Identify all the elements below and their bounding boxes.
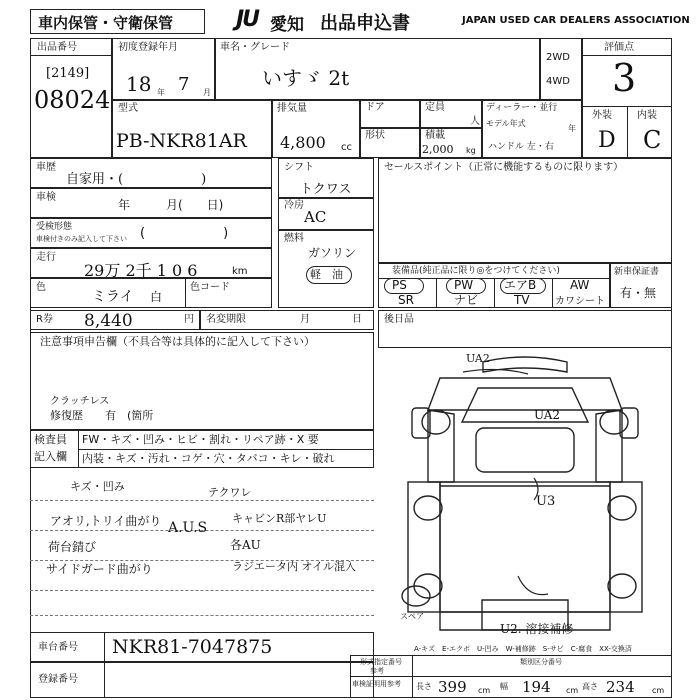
equip-leather: カワシート xyxy=(555,296,605,307)
inspector-row-2: 内装・キズ・汚れ・コゲ・穴・タバコ・キレ・破れ xyxy=(82,452,335,465)
association-name: JAPAN USED CAR DEALERS ASSOCIATION xyxy=(462,15,690,26)
length-value: 399 xyxy=(438,678,467,696)
drive-2wd: 2WD xyxy=(546,52,570,63)
hw-note-i: ラジエータ内 オイル混入 xyxy=(232,560,356,573)
model-label: 型式 xyxy=(118,103,138,114)
inspector-row-1: FW・キズ・凹み・ヒビ・割れ・リペア跡・X 要 xyxy=(82,433,319,446)
hw-note-e: A.U.S xyxy=(168,520,208,536)
name-change-label: 名変期限 xyxy=(206,314,246,325)
equip-navi: ナビ xyxy=(454,293,479,307)
rating-label: 評価点 xyxy=(604,42,634,53)
history-label: 車歴 xyxy=(36,162,56,173)
reg-no-box xyxy=(30,662,374,698)
equip-tv: TV xyxy=(514,293,530,307)
trunk-label: 後日品 xyxy=(384,314,414,325)
diagram-rear-note: U2. 溶接補修 xyxy=(500,622,574,636)
equip-sr: SR xyxy=(398,293,414,307)
ac-label: 冷房 xyxy=(284,200,304,211)
hw-note-c: 荷台錆び xyxy=(48,540,97,554)
inspector-label-1: 検査員 xyxy=(34,433,67,446)
handle-label: ハンドル 左・右 xyxy=(488,142,554,152)
mileage-value: 29万 2千 1 0 6 xyxy=(84,261,198,280)
diagram-roof-note: UA2 xyxy=(534,408,561,422)
chassis-label: 車台番号 xyxy=(38,642,78,653)
displacement-label: 排気量 xyxy=(277,103,307,114)
region-label: 愛知 xyxy=(270,15,304,35)
lot-label: 出品番号 xyxy=(37,42,77,53)
registration-month: 7 xyxy=(178,74,190,95)
displacement-value: 4,800 xyxy=(280,133,326,152)
width-value: 194 xyxy=(522,678,551,696)
equipment-label: 装備品(純正品に限り◎をつけてください) xyxy=(392,266,560,276)
r-fee-label: R券 xyxy=(36,314,53,325)
registration-label: 初度登録年月 xyxy=(118,42,178,53)
reg-no-label: 登録番号 xyxy=(38,674,78,685)
sales-box xyxy=(378,158,672,263)
form-number-label: 形式指定番号 xyxy=(360,658,402,666)
capacity-label: 定員 xyxy=(425,102,445,113)
reception-label: 受検形態 xyxy=(36,222,73,232)
inspection-value: 年 月( 日) xyxy=(118,198,224,212)
model-year-label: モデル年式 xyxy=(486,119,526,128)
model-value: PB-NKR81AR xyxy=(116,130,247,152)
hw-note-f: テクワレ xyxy=(208,486,252,499)
hw-note-b: アオリ,トリイ曲がり xyxy=(50,514,162,528)
equip-ps: PS xyxy=(392,278,407,292)
truck-diagram xyxy=(378,350,672,650)
fuel-diesel: 軽 油 xyxy=(310,268,343,281)
reception-value: ( ) xyxy=(140,226,229,241)
car-name-value: いすゞ 2t xyxy=(262,66,350,90)
fuel-label: 燃料 xyxy=(284,233,304,244)
inspection-label: 車検 xyxy=(36,192,56,203)
load-label: 積載 xyxy=(425,130,445,141)
height-value: 234 xyxy=(606,678,635,696)
shift-label: シフト xyxy=(284,162,314,173)
hw-note-g: キャビンR部ヤレU xyxy=(232,512,327,525)
cert-ref-label: 車検証明用参考 xyxy=(352,680,401,688)
color-value-2: 白 xyxy=(150,290,163,304)
lot-number: 08024 xyxy=(34,86,111,114)
category-number-label: 類別区分番号 xyxy=(520,658,562,666)
ac-value: AC xyxy=(304,208,327,226)
r-fee-value: 8,440 xyxy=(84,311,133,331)
rating-value: 3 xyxy=(612,56,637,100)
mileage-label: 走行 xyxy=(36,252,56,263)
ju-logo: JU xyxy=(236,7,259,32)
notes-line2: 修復歴 有 (箇所 xyxy=(50,409,154,422)
trunk-box xyxy=(378,310,672,348)
interior-value: C xyxy=(643,126,662,154)
chassis-value: NKR81-7047875 xyxy=(112,636,273,658)
storage-label: 車内保管・守衛保管 xyxy=(38,14,174,32)
reception-note: 車検付きのみ記入して下さい xyxy=(36,235,127,243)
door-label: ドア xyxy=(365,102,385,113)
color-code-label: 色コード xyxy=(190,282,230,293)
form-title: 出品申込書 xyxy=(320,13,410,34)
diagram-spare-label: スペア xyxy=(400,612,424,621)
warranty-value: 有・無 xyxy=(620,286,657,300)
interior-label: 内装 xyxy=(637,110,657,121)
shift-value: トクワス xyxy=(300,182,352,197)
lot-sub: [2149] xyxy=(46,66,90,81)
drive-box xyxy=(540,38,582,100)
exterior-label: 外装 xyxy=(592,110,612,121)
drive-4wd: 4WD xyxy=(546,76,570,87)
history-value: 自家用・( ) xyxy=(66,172,207,187)
hw-note-a: キズ・凹み xyxy=(70,480,125,493)
hw-note-h: 各AU xyxy=(230,538,261,552)
notes-line1: クラッチレス xyxy=(50,396,110,407)
sales-label: セールスポイント（正常に機能するものに限ります） xyxy=(384,162,624,173)
shape-label: 形状 xyxy=(365,130,385,141)
equip-pw: PW xyxy=(454,278,474,292)
diagram-legend: A-キズ E-エクボ U-凹み W-補修跡 S-サビ C-腐食 XX-交換済 xyxy=(414,645,632,653)
load-value: 2,000 xyxy=(422,143,454,156)
color-label: 色 xyxy=(36,282,46,293)
warranty-label: 新車保証書 xyxy=(614,267,660,277)
exterior-value: D xyxy=(598,128,616,153)
car-name-label: 車名・グレード xyxy=(220,42,290,53)
fuel-gasoline: ガソリン xyxy=(308,246,357,260)
notes-label: 注意事項申告欄（不具合等は具体的に記入して下さい） xyxy=(40,335,315,348)
diagram-front-note: UA2 xyxy=(466,352,490,365)
dealer-label: ディーラー・並行 xyxy=(486,103,558,113)
hw-note-d: サイドガード曲がり xyxy=(46,562,153,576)
color-value: ミライ xyxy=(92,289,134,305)
equip-aw: AW xyxy=(570,278,590,292)
registration-year: 18 xyxy=(126,72,152,96)
inspector-label-2: 記入欄 xyxy=(34,450,67,463)
diagram-bed-note: U3 xyxy=(536,494,556,509)
equip-airbag: エアB xyxy=(504,278,537,292)
